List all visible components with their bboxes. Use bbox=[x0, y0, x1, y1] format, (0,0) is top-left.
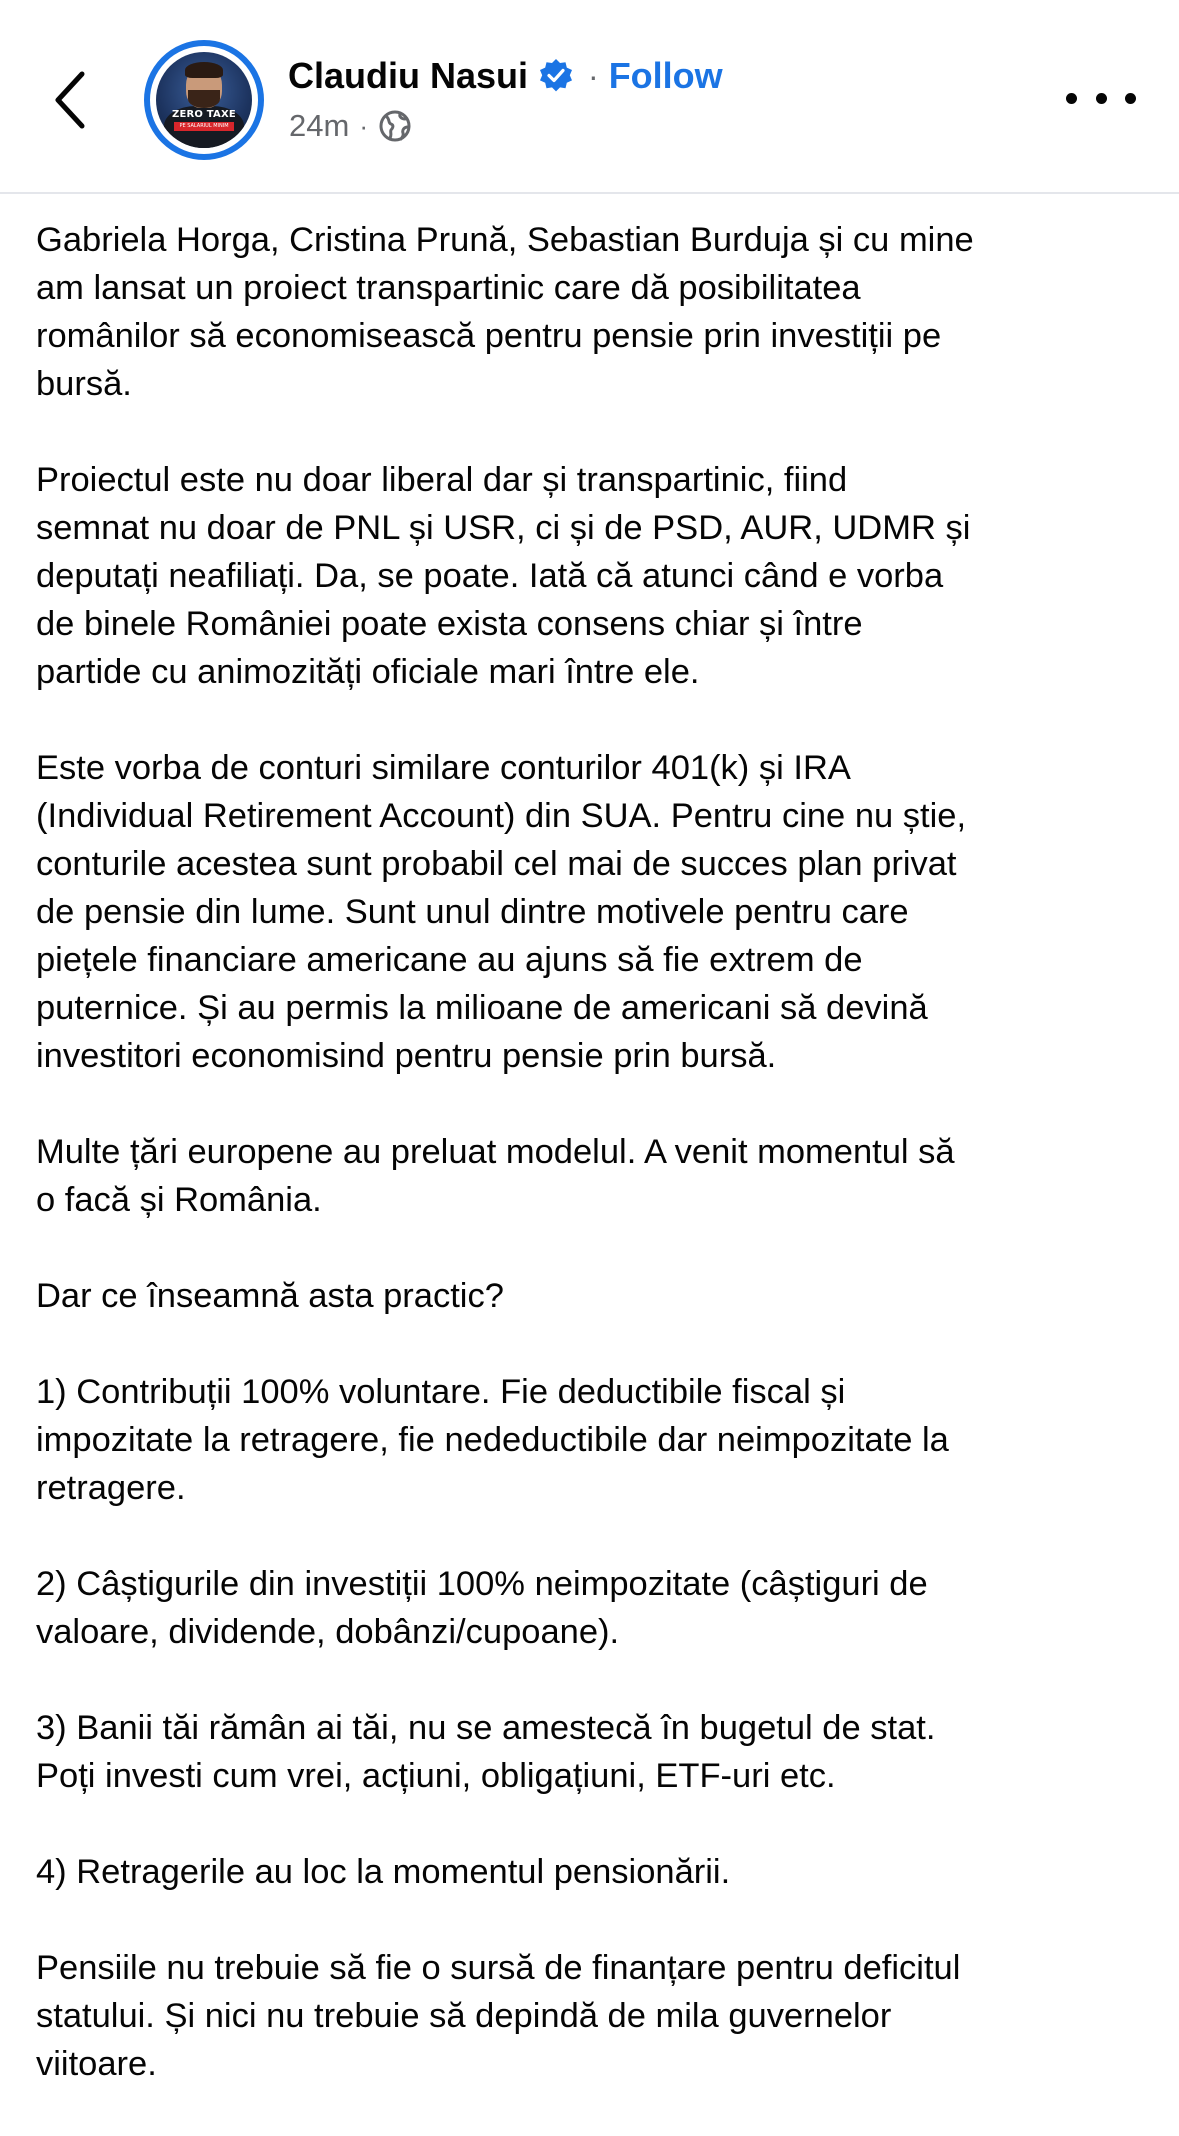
post-paragraph: 1) Contribuții 100% voluntare. Fie deductibile fiscal și impozitate la retragere, fie nedeductibile dar neimpozitate la retragere. bbox=[36, 1373, 949, 1507]
post-paragraph: Pensiile nu trebuie să fie o sursă de finanțare pentru deficitul statului. Și nici nu trebuie să depindă de mila guvernelor viitoare. bbox=[36, 1949, 961, 2083]
verified-badge-icon bbox=[538, 58, 574, 94]
author-name[interactable]: Claudiu Nasui bbox=[288, 55, 529, 96]
post-timestamp[interactable]: 24m bbox=[289, 108, 350, 143]
post-paragraph: 2) Câștigurile din investiții 100% neimpozitate (câștiguri de valoare, dividende, dobânzi/cupoane). bbox=[36, 1565, 928, 1651]
post-body bbox=[36, 216, 1166, 2136]
post-paragraph: 4) Retragerile au loc la momentul pensionării. bbox=[36, 1853, 731, 1891]
post-meta bbox=[289, 104, 412, 148]
post-paragraph: Gabriela Horga, Cristina Prună, Sebastian Burduja și cu mine am lansat un proiect transpartinic care dă posibilitatea românilor să economisească pentru pensie prin investiții pe bursă. bbox=[36, 221, 974, 403]
post-paragraph: Este vorba de conturi similare conturilor 401(k) și IRA (Individual Retirement Account) din SUA. Pentru cine nu știe, conturile acestea sunt probabil cel mai de succes plan privat de pensie din lume. Sunt unul dintre motivele pentru care piețele financiare americane au ajuns să fie extrem de puternice. Și au permis la milioane de americani să devină investitori economisind pentru pensie prin bursă. bbox=[36, 749, 967, 1075]
meta-separator-dot: · bbox=[359, 110, 368, 141]
post-paragraph: 3) Banii tăi rămân ai tăi, nu se amestecă în bugetul de stat. Poți investi cum vrei, acțiuni, obligațiuni, ETF-uri etc. bbox=[36, 1709, 936, 1795]
post-paragraph: Proiectul este nu doar liberal dar și transpartinic, fiind semnat nu doar de PNL și USR, ci și de PSD, AUR, UDMR și deputați neafiliați. Da, se poate. Iată că atunci când e vorba de binele României poate exista consens chiar și între partide cu animozități oficiale mari între ele. bbox=[36, 461, 971, 691]
avatar-badge-text: ZERO TAXE bbox=[172, 109, 236, 120]
more-options-icon bbox=[1066, 93, 1077, 104]
globe-icon bbox=[378, 109, 412, 143]
post-paragraph: Multe țări europene au preluat modelul. A venit momentul să o facă și România. bbox=[36, 1133, 955, 1219]
back-chevron-icon bbox=[50, 68, 90, 132]
post-paragraph: Dar ce înseamnă asta practic? bbox=[36, 1277, 504, 1315]
post-header bbox=[0, 0, 1179, 194]
avatar-badge-subtext: PE SALARIUL MINIM bbox=[174, 122, 234, 131]
back-button[interactable] bbox=[40, 60, 100, 140]
follow-button[interactable]: Follow bbox=[608, 55, 723, 96]
separator-dot: · bbox=[588, 57, 599, 94]
avatar-image bbox=[156, 52, 252, 148]
author-row bbox=[288, 50, 723, 102]
author-avatar[interactable] bbox=[144, 40, 264, 160]
more-options-button[interactable] bbox=[1066, 78, 1136, 118]
